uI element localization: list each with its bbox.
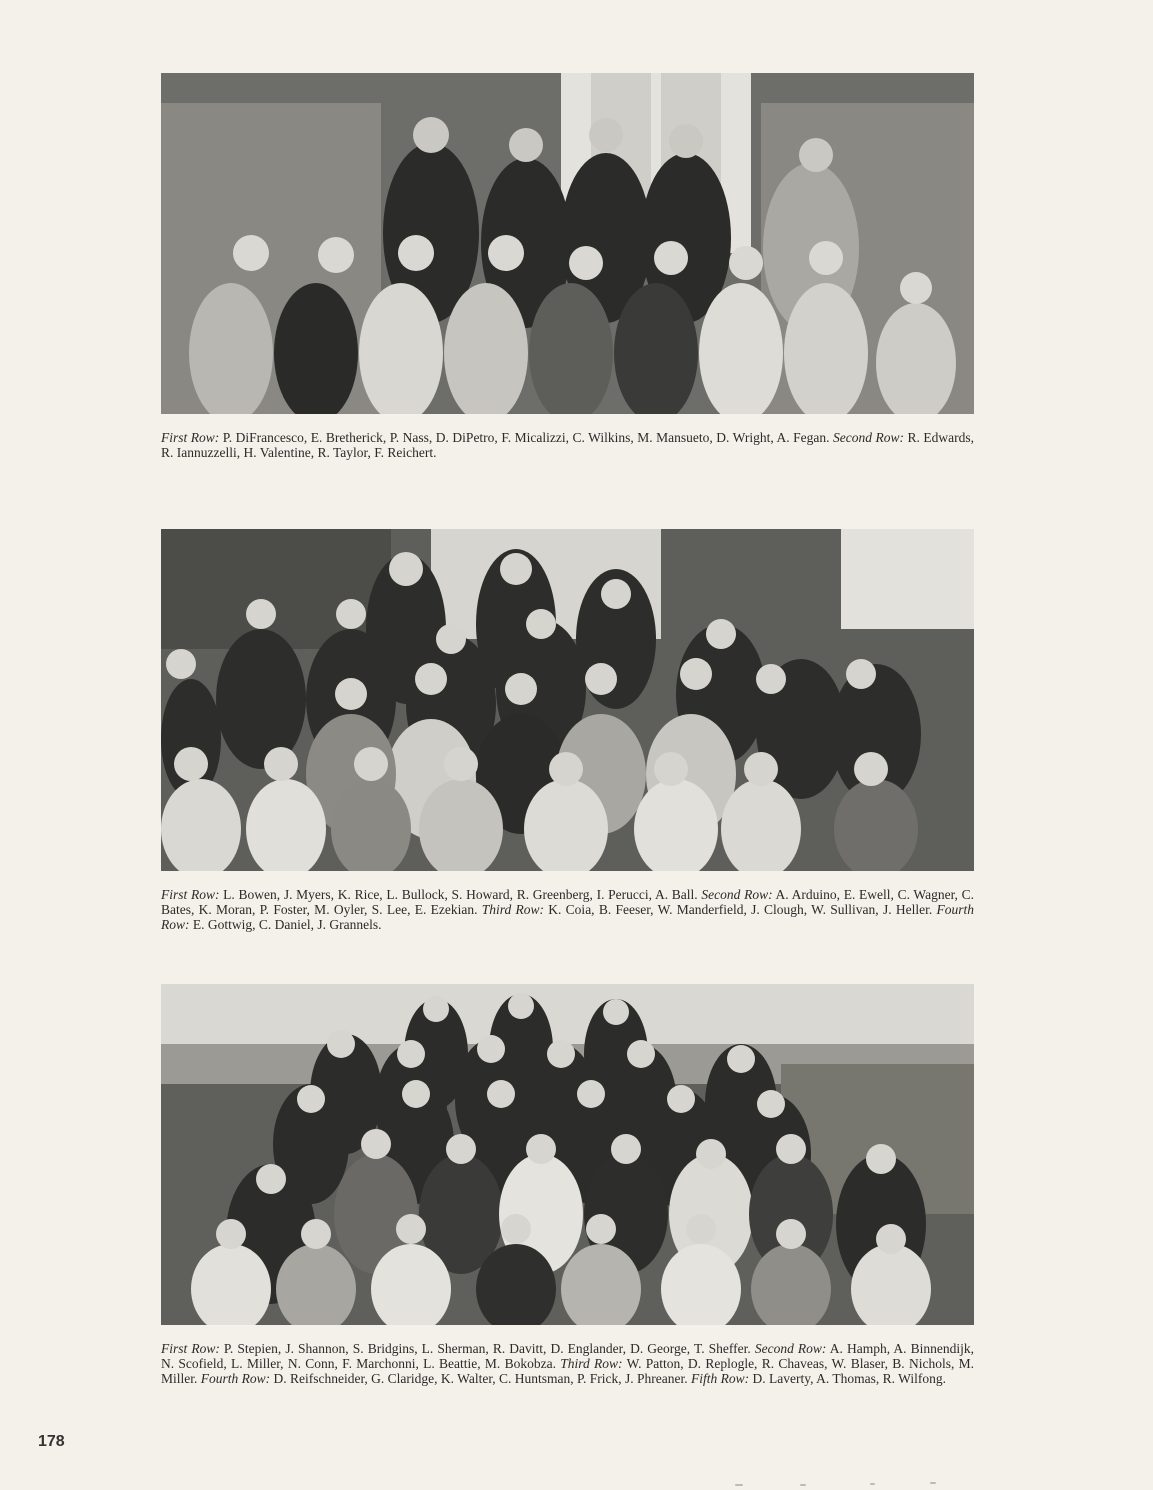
- group-photo-3-image: [161, 984, 974, 1325]
- row-names: R. Edwards, R. Iannuzzelli, H. Valentine, R. Taylor, F. Reichert.: [161, 430, 974, 460]
- row-label: First Row:: [161, 1341, 220, 1356]
- row-label: Fourth Row:: [200, 1371, 271, 1386]
- print-speck: [870, 1483, 875, 1485]
- caption-3: [161, 1341, 974, 1386]
- row-label: Second Row:: [701, 887, 773, 902]
- group-photo-3: [161, 984, 974, 1325]
- row-label: First Row:: [161, 430, 220, 445]
- row-names: L. Bowen, J. Myers, K. Rice, L. Bullock, S. Howard, R. Greenberg, I. Perucci, A. Ball.: [219, 887, 702, 902]
- print-speck: [735, 1484, 743, 1486]
- print-speck: [800, 1484, 806, 1486]
- row-names: A. Hamph, A. Binnendijk, N. Scofield, L. Miller, N. Conn, F. Marchonni, L. Beattie, M. Bokobza.: [161, 1341, 974, 1371]
- row-names: P. Stepien, J. Shannon, S. Bridgins, L. Sherman, R. Davitt, D. Englander, D. George, T. Sheffer.: [219, 1341, 755, 1356]
- group-photo-1: [161, 73, 974, 414]
- print-speck: [930, 1482, 936, 1484]
- row-label: Second Row:: [832, 430, 904, 445]
- row-names: A. Arduino, E. Ewell, C. Wagner, C. Bates, K. Moran, P. Foster, M. Oyler, S. Lee, E. Ezekian.: [161, 887, 974, 917]
- row-label: Fifth Row:: [691, 1371, 750, 1386]
- caption-1: [161, 430, 974, 460]
- group-photo-2: [161, 529, 974, 871]
- row-names: P. DiFrancesco, E. Bretherick, P. Nass, D. DiPetro, F. Micalizzi, C. Wilkins, M. Mansueto, D. Wright, A. Fegan.: [219, 430, 833, 445]
- row-label: First Row:: [161, 887, 220, 902]
- row-names: W. Patton, D. Replogle, R. Chaveas, W. Blaser, B. Nichols, M. Miller.: [161, 1356, 974, 1386]
- row-label: Third Row:: [481, 902, 545, 917]
- row-names: D. Laverty, A. Thomas, R. Wilfong.: [749, 1371, 946, 1386]
- row-label: Fourth Row:: [161, 902, 974, 932]
- row-names: K. Coia, B. Feeser, W. Manderfield, J. Clough, W. Sullivan, J. Heller.: [544, 902, 937, 917]
- row-label: Second Row:: [754, 1341, 827, 1356]
- row-names: D. Reifschneider, G. Claridge, K. Walter, C. Huntsman, P. Frick, J. Phreaner.: [270, 1371, 692, 1386]
- row-names: E. Gottwig, C. Daniel, J. Grannels.: [189, 917, 382, 932]
- row-label: Third Row:: [560, 1356, 623, 1371]
- group-photo-1-image: [161, 73, 974, 414]
- page-number: 178: [38, 1433, 65, 1450]
- group-photo-2-image: [161, 529, 974, 871]
- caption-2: [161, 887, 974, 932]
